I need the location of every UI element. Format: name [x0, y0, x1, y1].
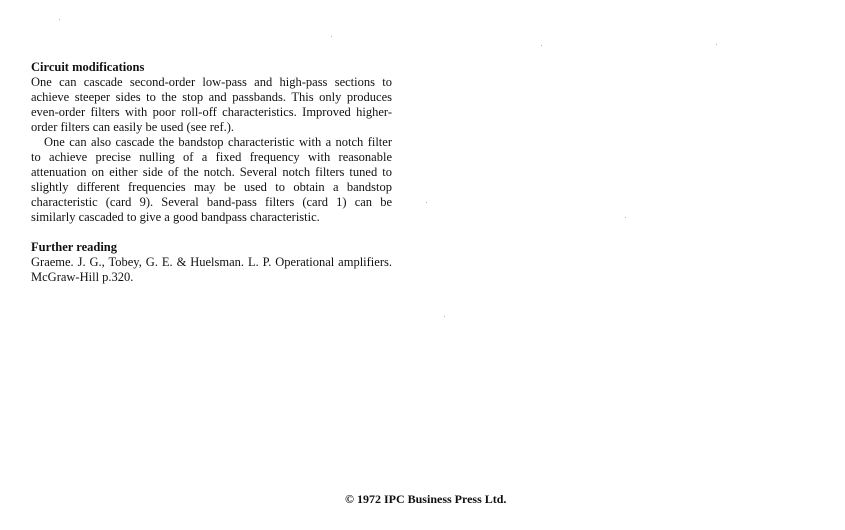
copyright-notice: © 1972 IPC Business Press Ltd.: [345, 492, 507, 506]
scan-speck: [444, 316, 445, 317]
scan-speck: [426, 202, 427, 203]
section-gap: [31, 225, 392, 240]
scan-speck: [541, 45, 542, 46]
scan-speck: [625, 217, 626, 218]
text-column: [31, 60, 392, 285]
section-heading-circuit-modifications: Circuit modifications: [31, 60, 145, 74]
section-heading-further-reading: Further reading: [31, 240, 117, 254]
scan-speck: [331, 36, 332, 37]
paragraph-bandstop-notch: One can also cascade the bandstop characteristic with a notch filter to achieve precise nulling of a fixed frequency with reasonable attenuation on either side of the notch. Several notch filters tuned to slightly different frequencies may be used to obtain a bandstop characteristic (card 9). Several band-pass filters (card 1) can be similarly cascaded to give a good bandpass characteristic.: [31, 135, 392, 224]
scan-speck: [716, 44, 717, 45]
paragraph-cascade-sections: One can cascade second-order low-pass and high-pass sections to achieve steeper sides to the stop and passbands. This only produces even-order filters with poor roll-off characteristics. Improved higher-order filters can easily be used (see ref.).: [31, 75, 392, 134]
reference-entry: Graeme. J. G., Tobey, G. E. & Huelsman. L. P. Operational amplifiers. McGraw-Hill p.320.: [31, 255, 392, 284]
scan-speck: [59, 19, 60, 20]
